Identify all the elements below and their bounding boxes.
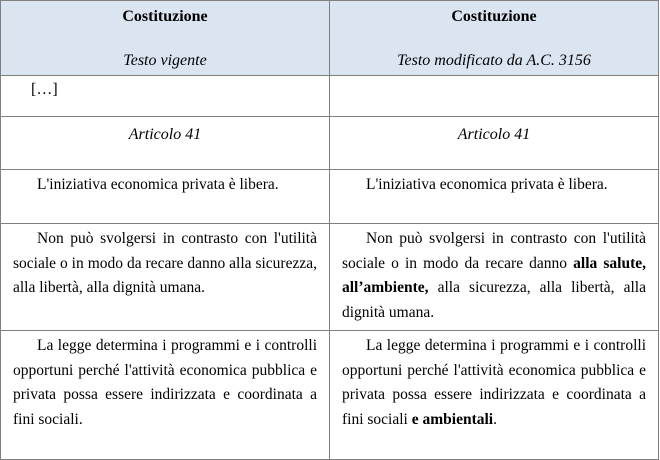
paragraph-row-2 xyxy=(1,224,659,331)
article-row xyxy=(1,117,659,170)
paragraph-3-left-cell xyxy=(1,331,330,460)
paragraph-2-right-text-before: Non può svolgersi in contrasto con l'utilità sociale o in modo da recare danno xyxy=(342,230,646,272)
header-left-title: Costituzione xyxy=(122,8,208,25)
paragraph-2-left-text: Non può svolgersi in contrasto con l'utilità sociale o in modo da recare danno alla sicurezza, alla libertà, alla dignità umana. xyxy=(13,230,317,296)
header-right-title: Costituzione xyxy=(451,8,537,25)
header-right-subtitle: Testo modificato da A.C. 3156 xyxy=(397,52,591,69)
paragraph-1-left-text: L'iniziativa economica privata è libera. xyxy=(37,176,279,193)
article-left-cell: Articolo 41 xyxy=(1,117,330,170)
paragraph-2-right-text xyxy=(342,227,646,325)
paragraph-row-3 xyxy=(1,331,659,460)
paragraph-row-1 xyxy=(1,170,659,224)
paragraph-3-right-cell xyxy=(330,331,659,460)
paragraph-3-right-amendment: e ambientali xyxy=(411,410,494,428)
paragraph-3-left-text: La legge determina i programmi e i controlli opportuni perché l'attività economica pubblica e privata possa essere indirizzata e coordinata a fini sociali. xyxy=(13,337,317,428)
paragraph-3-right-text-before: La legge determina i programmi e i controlli opportuni perché l'attività economica pubblica e privata possa essere indirizzata e coordinata a fini sociali xyxy=(342,337,646,428)
ellipsis-right-cell xyxy=(330,76,659,117)
paragraph-1-right-text: L'iniziativa economica privata è libera. xyxy=(366,176,608,193)
ellipsis-row xyxy=(1,76,659,117)
paragraph-3-right-text-after: . xyxy=(493,410,497,428)
header-right-cell xyxy=(330,1,659,76)
header-row xyxy=(1,1,659,76)
paragraph-2-right-text-after: alla sicurezza, alla libertà, alla dignità umana. xyxy=(342,279,646,321)
paragraph-3-right-text xyxy=(342,334,646,432)
header-left-subtitle: Testo vigente xyxy=(123,52,207,69)
header-left-cell xyxy=(1,1,330,76)
ellipsis-left-cell: […] xyxy=(1,76,330,117)
paragraph-2-right-amendment: alla salute, all’ambiente, xyxy=(342,254,646,296)
article-right-cell: Articolo 41 xyxy=(330,117,659,170)
paragraph-2-right-cell xyxy=(330,224,659,331)
paragraph-1-left-cell xyxy=(1,170,330,224)
paragraph-2-left-cell xyxy=(1,224,330,331)
paragraph-1-right-cell xyxy=(330,170,659,224)
